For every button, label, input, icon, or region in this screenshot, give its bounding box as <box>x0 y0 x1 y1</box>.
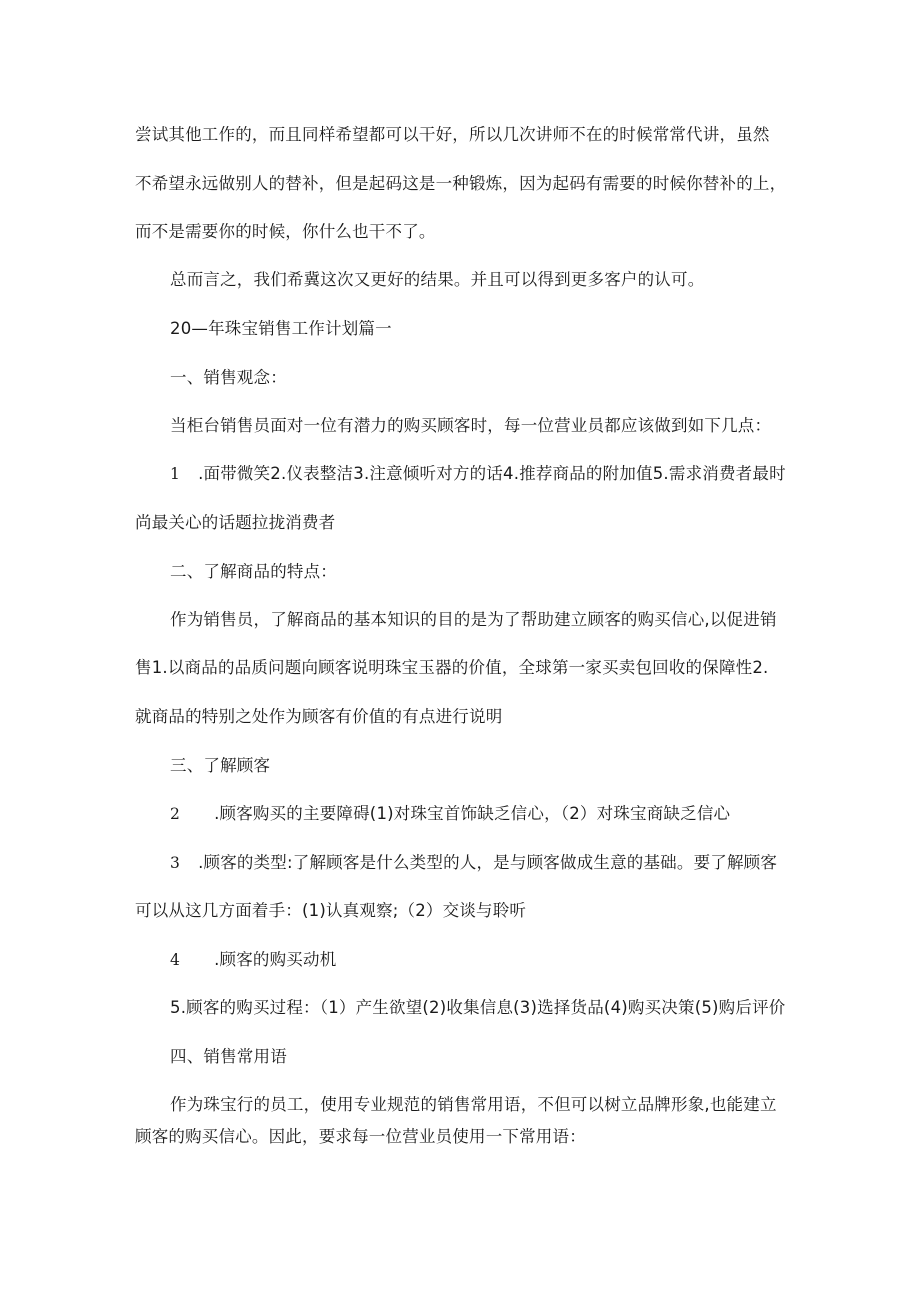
body-text-line <box>135 1126 586 1148</box>
item-number: 2 <box>170 805 181 823</box>
body-text-line <box>135 173 786 195</box>
body-text-line <box>170 415 771 437</box>
item-text: 5.顾客的购买过程：（1）产生欲望(2)收集信息(3)选择货品(4)购买决策(5)购后评价 <box>170 998 786 1017</box>
line-text: 顾客的购买信心。因此，要求每一位营业员使用一下常用语： <box>135 1127 586 1146</box>
item-text: .顾客的购买动机 <box>214 950 337 969</box>
item-text: .顾客购买的主要障碍(1)对珠宝首饰缺乏信心，（2）对珠宝商缺乏信心 <box>214 804 731 823</box>
line-text: 售1.以商品的品质问题向顾客说明珠宝玉器的价值，全球第一家买卖包回收的保障性2. <box>135 658 769 677</box>
body-text-line <box>135 706 502 728</box>
item-text: .面带微笑2.仪表整洁3.注意倾听对方的话4.推荐商品的附加值5.需求消费者最时 <box>198 464 786 483</box>
line-text: 不希望永远做别人的替补，但是起码这是一种锻炼，因为起码有需要的时候你替补的上， <box>135 174 787 193</box>
item-number: 3 <box>170 854 181 872</box>
body-text-line <box>135 512 335 534</box>
heading-text: 一、销售观念： <box>170 368 287 387</box>
line-text: 总而言之，我们希冀这次又更好的结果。并且可以得到更多客户的认可。 <box>170 270 705 289</box>
numbered-item <box>170 803 730 825</box>
body-text-line <box>135 221 436 243</box>
heading-line <box>170 1046 287 1068</box>
numbered-item <box>170 997 785 1019</box>
body-text-line <box>170 1094 777 1116</box>
line-text: 而不是需要你的时候，你什么也干不了。 <box>135 222 436 241</box>
line-text: 尚最关心的话题拉拢消费者 <box>135 513 336 532</box>
numbered-item <box>170 949 336 971</box>
numbered-item <box>170 463 786 485</box>
item-text: .顾客的类型:了解顾客是什么类型的人，是与顾客做成生意的基础。要了解顾客 <box>198 853 778 872</box>
numbered-item <box>170 852 777 874</box>
heading-line <box>170 367 287 389</box>
heading-text: 三、了解顾客 <box>170 756 271 775</box>
item-number: 1 <box>170 465 181 483</box>
body-text-line <box>170 609 777 631</box>
heading-text: 四、销售常用语 <box>170 1047 287 1066</box>
heading-text: 二、了解商品的特点： <box>170 562 337 581</box>
section-title <box>170 318 392 340</box>
line-text: 就商品的特别之处作为顾客有价值的有点进行说明 <box>135 707 503 726</box>
section-title-text: 20—年珠宝销售工作计划篇一 <box>170 319 392 338</box>
line-text: 当柜台销售员面对一位有潜力的购买顾客时，每一位营业员都应该做到如下几点： <box>170 416 772 435</box>
body-text-line <box>135 900 526 922</box>
line-text: 作为销售员，了解商品的基本知识的目的是为了帮助建立顾客的购买信心,以促进销 <box>170 610 777 629</box>
line-text: 可以从这几方面着手：(1)认真观察;（2）交谈与聆听 <box>135 901 527 920</box>
heading-line <box>170 755 270 777</box>
line-text: 作为珠宝行的员工，使用专业规范的销售常用语，不但可以树立品牌形象,也能建立 <box>170 1095 777 1114</box>
body-text-line <box>135 124 770 146</box>
line-text: 尝试其他工作的，而且同样希望都可以干好，所以几次讲师不在的时候常常代讲，虽然 <box>135 125 770 144</box>
heading-line <box>170 561 337 583</box>
body-text-line <box>170 269 704 291</box>
body-text-line <box>135 657 769 679</box>
item-number: 4 <box>170 951 181 969</box>
